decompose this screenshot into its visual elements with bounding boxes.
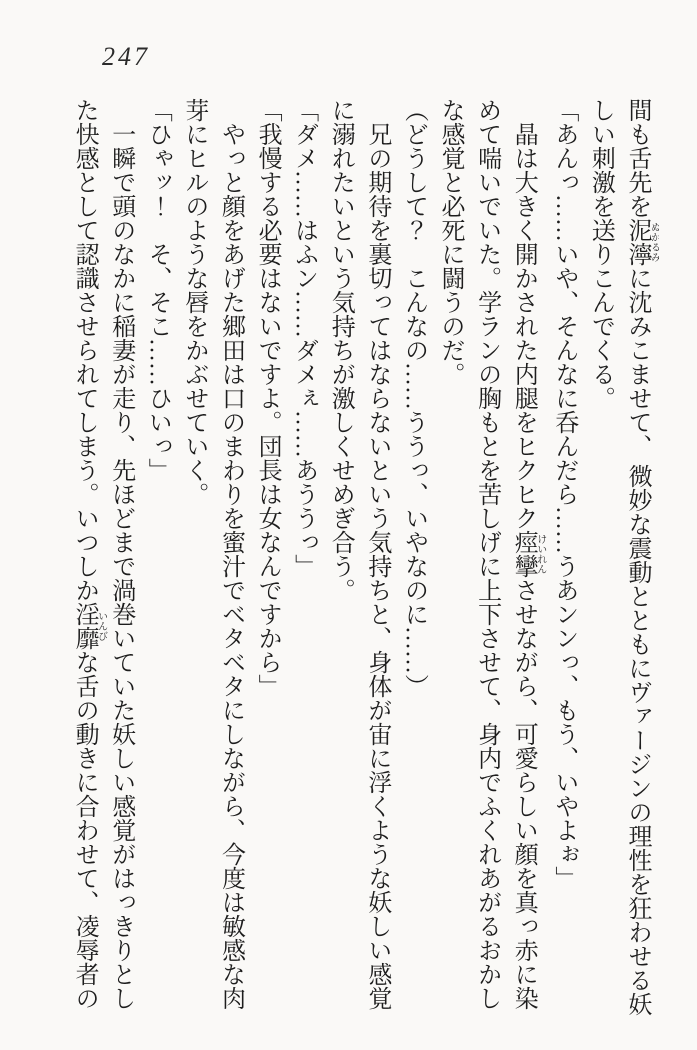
paragraph: 「我慢する必要はないですよ。団長は女なんですから」 [254,98,281,698]
paragraph: 晶は大きく開かされた内腿をヒクヒク痙攣けいれんさせながら、可愛らしい顔を真っ赤に染めて喘いでいた。学ランの胸もとを苦しげに上下させて、身内でふくれあがるおかしな感覚と必死に闘うのだ。 [437,98,546,1010]
ruby-annotated-word: 痙攣けいれん [510,530,546,578]
paragraph: 一瞬で頭のなかに稲妻が走り、先ほどまで渦巻いていた妖しい感覚がはっきりとした快感として認識させられてしまう。いつしか淫靡いんびな舌の動きに合わせて、凌辱者の [71,98,134,1010]
page-number: 247 [102,42,150,71]
paragraph: やっと顔をあげた郷田は口のまわりを蜜汁でベタベタにしながら、今度は敏感な肉芽にヒルのような唇をかぶせていく。 [180,98,244,1010]
paragraph: 間も舌先を泥濘ぬかるみに沈みこませて、 微妙な震動とともにヴァージンの理性を狂わせる妖しい刺激を送りこんでくる。 [587,98,659,1016]
paragraph: 「ひゃッ！ そ、そこ……ひいっ」 [144,98,171,482]
paragraph: （どうして？ こんなの……ううっ、いやなのに……） [400,98,427,698]
ruby-annotated-word: 淫靡いんび [71,602,107,650]
text-area [67,98,659,1024]
paragraph: 「ダメ……はふン……ダメぇ……あううっ」 [290,98,317,578]
paragraph: 兄の期待を裏切ってはならないという気持ちと、身体が宙に浮くような妖しい感覚に溺れたいという気持ちが激しくせめぎ合う。 [327,98,390,1010]
paragraph: 「あんっ……いや、そんなに呑んだら……うあンンっ、もう、いやよぉ」 [550,98,577,890]
ruby-annotated-word: 泥濘ぬかるみ [624,218,659,266]
